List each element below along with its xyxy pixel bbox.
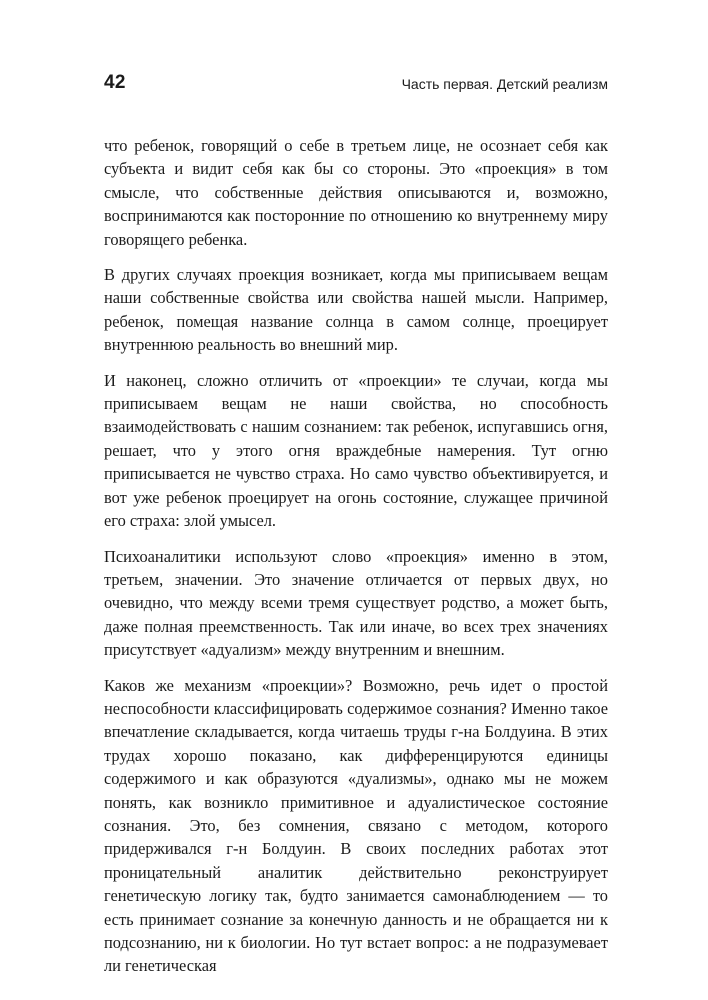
paragraph-3: И наконец, сложно отличить от «проекции» те случаи, когда мы приписываем вещам не наши свойства, но способность взаимодействовать с нашим сознанием: так ребенок, испугавшись огня, решает, что у этого огня враждебные намерения. Тут огню приписывается не чувство страха. Но само чувство объективируется, и вот уже ребенок проецирует на огонь состояние, служащее причиной его страха: злой умысел. <box>104 370 608 531</box>
paragraph-5: Каков же механизм «проекции»? Возможно, речь идет о простой неспособности классифицировать содержимое сознания? Именно такое впечатление складывается, когда читаешь труды г-на Болдуина. В этих трудах хорошо показано, как дифференцируются единицы содержимого и как образуются «дуализмы», однако мы не можем понять, как возникло примитивное и адуалистическое состояние сознания. Это, без сомнения, связано с методом, которого придерживался г-н Болдуин. В своих последних работах этот проницательный аналитик действительно реконструирует генетическую логику так, будто занимается самонаблюдением — то есть принимает сознание за конечную данность и не обращается ни к подсознанию, ни к биологии. Но тут встает вопрос: а не подразумевает ли генетическая <box>104 675 608 976</box>
paragraph-2: В других случаях проекция возникает, когда мы приписываем вещам наши собственные свойства или свойства нашей мысли. Например, ребенок, помещая название солнца в самом солнце, проецирует внутреннюю реальность во внешний мир. <box>104 265 608 355</box>
paragraph-1: что ребенок, говорящий о себе в третьем лице, не осознает себя как субъекта и видит себя как бы со стороны. Это «проекция» в том смысле, что собственные действия описываются и, возможно, воспринимаются как посторонние по отношению ко внутреннему миру говорящего ребенка. <box>104 136 608 249</box>
running-head: Часть первая. Детский реализм <box>401 76 608 92</box>
paragraph-4: Психоаналитики используют слово «проекция» именно в этом, третьем, значении. Это значение отличается от первых двух, но очевидно, что между всеми тремя существует родство, а может быть, даже полная преемственность. Так или иначе, во всех трех значениях присутствует «адуализм» между внутренним и внешним. <box>104 546 608 660</box>
page-number: 42 <box>104 72 126 93</box>
page-header <box>104 70 608 100</box>
body-text <box>104 134 608 990</box>
